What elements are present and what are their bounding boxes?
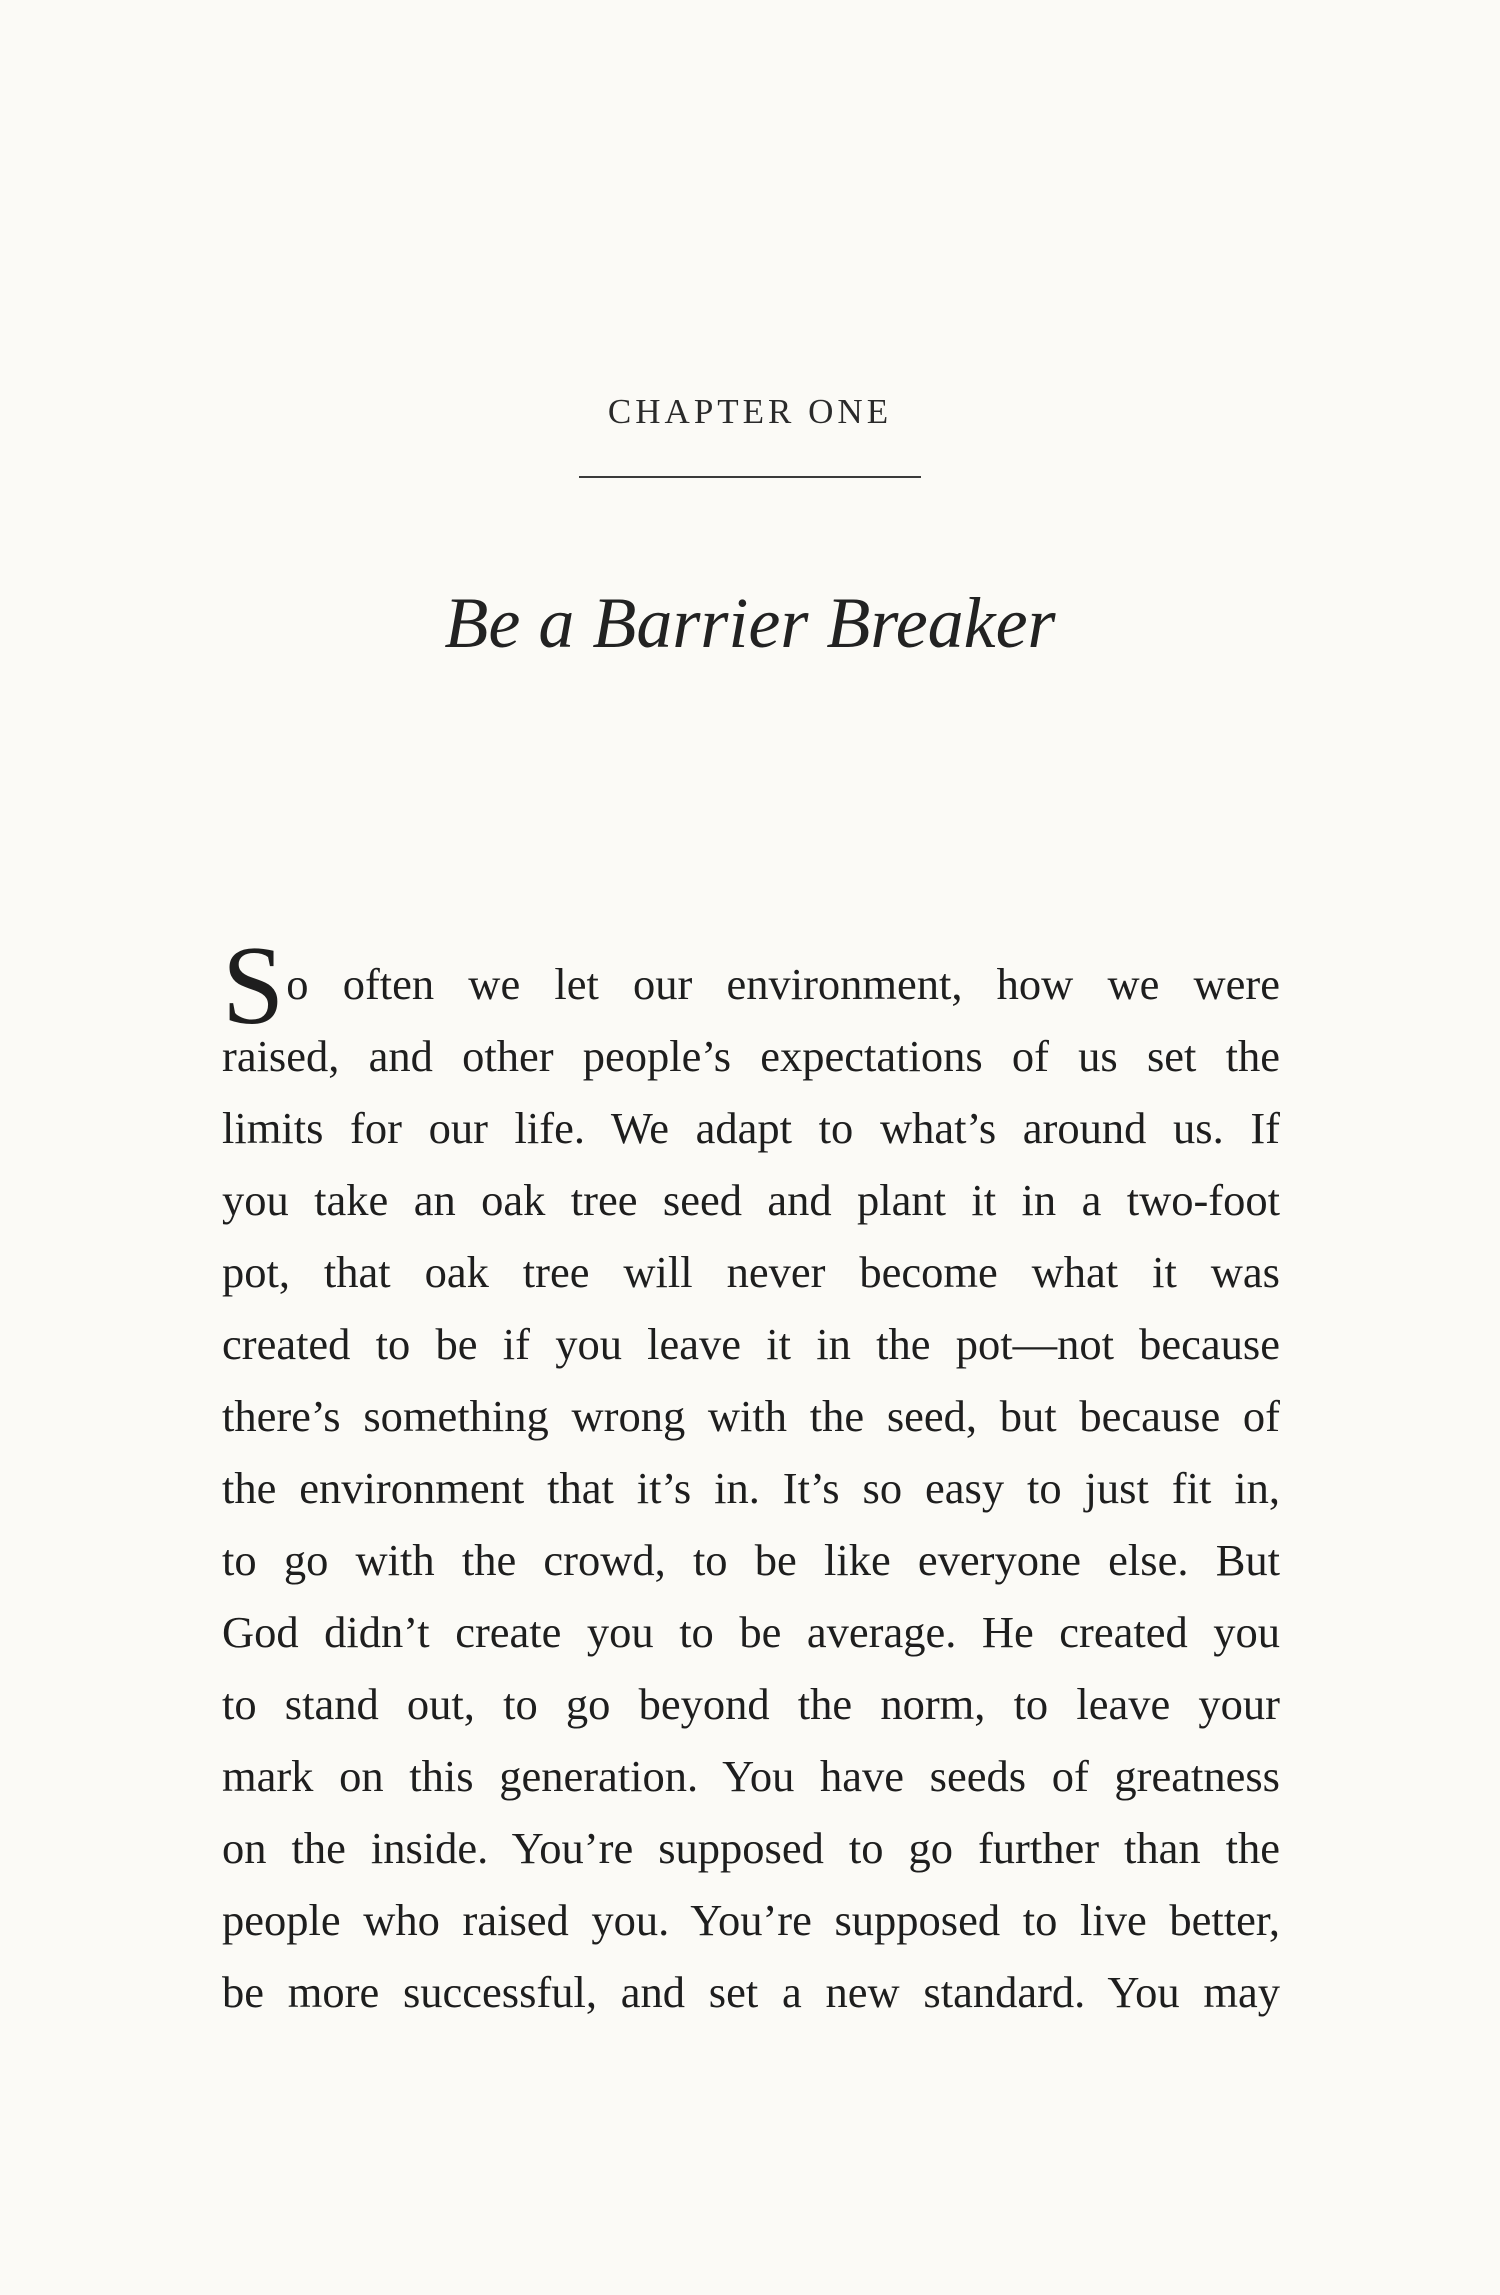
text-line: created to be if you leave it in the pot—not because: [222, 1319, 1280, 1369]
drop-cap: S: [222, 924, 285, 1048]
chapter-title: Be a Barrier Breaker: [444, 583, 1056, 663]
text-line: people who raised you. You’re supposed to live better,: [222, 1895, 1280, 1945]
text-line: pot, that oak tree will never become what it was: [222, 1247, 1280, 1297]
body-paragraph: [222, 924, 1280, 2028]
text-line: mark on this generation. You have seeds of greatness: [222, 1751, 1280, 1801]
chapter-label: CHAPTER ONE: [607, 392, 893, 431]
text-line: raised, and other people’s expectations of us set the: [222, 1031, 1280, 1081]
text-line: there’s something wrong with the seed, but because of: [222, 1391, 1280, 1441]
text-line: on the inside. You’re supposed to go further than the: [222, 1823, 1280, 1873]
first-line: [222, 924, 1280, 1048]
text-line: God didn’t create you to be average. He created you: [222, 1607, 1280, 1657]
first-line-text: o often we let our environment, how we were: [286, 959, 1280, 1009]
text-line: be more successful, and set a new standard. You may: [222, 1967, 1280, 2017]
text-line: to stand out, to go beyond the norm, to leave your: [222, 1679, 1280, 1729]
text-line: to go with the crowd, to be like everyone else. But: [222, 1535, 1280, 1585]
text-line: the environment that it’s in. It’s so easy to just fit in,: [222, 1463, 1280, 1513]
chapter-divider: [579, 476, 921, 478]
text-line: you take an oak tree seed and plant it in a two-foot: [222, 1175, 1280, 1225]
text-line: limits for our life. We adapt to what’s around us. If: [222, 1103, 1280, 1153]
